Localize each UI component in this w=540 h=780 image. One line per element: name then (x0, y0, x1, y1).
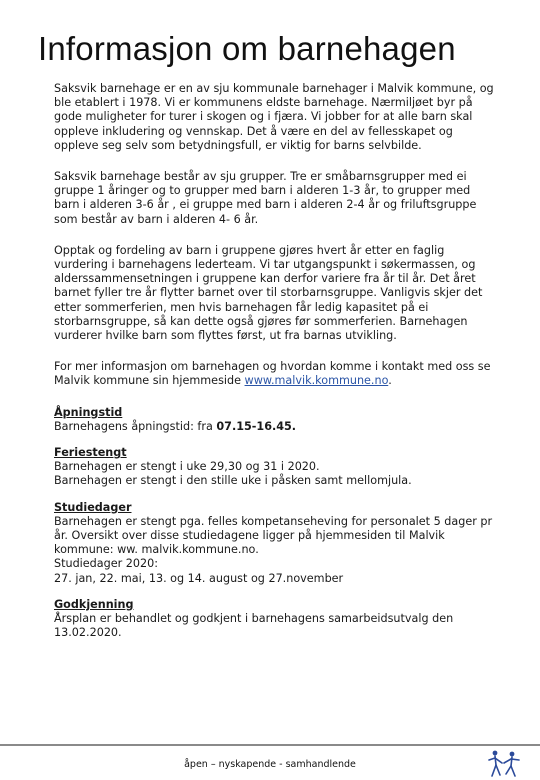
approval-section (54, 598, 494, 641)
approval-text: Årsplan er behandlet og godkjent i barnehagens samarbeidsutvalg den 13.02.2020. (54, 612, 454, 640)
intro-paragraph-1: Saksvik barnehage er en av sju kommunale barnehager i Malvik kommune, og ble etablert i 1978. Vi er kommunens eldste barnehage. Nærmiljøet byr på gode muligheter for turer i skogen og i fjæra. Vi jobber for at alle barn skal oppleve inkludering og vennskap. Det å være en del av fellesskapet og oppleve seg selv som betydningsfull, er viktig for barns selvbilde. (54, 82, 494, 152)
kindergarten-logo-icon (484, 748, 524, 780)
approval-heading: Godkjenning (54, 597, 134, 611)
study-days-section (54, 501, 494, 586)
opening-hours-label: Barnehagens åpningstid: fra (54, 419, 217, 433)
study-days-year-label: Studiedager 2020: (54, 557, 159, 571)
document-body (54, 82, 494, 653)
homepage-link[interactable]: www.malvik.kommune.no (244, 374, 389, 388)
opening-hours-text (54, 420, 494, 434)
footer-slogan: åpen – nyskapende - samhandlende (184, 759, 356, 770)
opening-hours-value: 07.15-16.45. (216, 419, 297, 433)
page-title: Informasjon om barnehagen (38, 30, 456, 67)
study-days-heading: Studiedager (54, 500, 132, 514)
more-info-text: For mer informasjon om barnehagen og hvordan komme i kontakt med oss se Malvik kommune sin hjemmeside (54, 360, 491, 388)
study-days-description: Barnehagen er stengt pga. felles kompetanseheving for personalet 5 dager pr år. Oversikt over disse studiedagene ligger på hjemmesiden til Malvik kommune: ww. malvik.kommune.no. (54, 514, 493, 557)
intro-paragraph-2: Saksvik barnehage består av sju grupper. Tre er småbarnsgrupper med ei gruppe 1 åringer og to grupper med barn i alderen 1-3 år, to grupper med barn i alderen 3-6 år , ei gruppe med barn i alderen 2-4 år og friluftsgruppe som består av barn i alderen 4- 6 år. (54, 170, 477, 226)
intro-paragraph-3: Opptak og fordeling av barn i gruppene gjøres hvert år etter en faglig vurdering i barnehagens lederteam. Vi tar utgangspunkt i søkermassen, og alderssammensetningen i gruppene kan derfor variere fra år til år. Det året barnet fyller tre år flytter barnet over til storbarnsgruppe. Vanligvis skjer det etter sommerferien, men hvis barnehagen får ledig kapasitet på ei storbarnsgruppe, så kan dette også gjøres før sommerferien. Barnehagen vurderer hvilke barn som flyttes først, ut fra barnas utvikling. (54, 243, 483, 343)
holiday-closure-section (54, 446, 494, 489)
holiday-closure-line-2: Barnehagen er stengt i den stille uke i påsken samt mellomjula. (54, 474, 412, 488)
more-info-paragraph (54, 360, 494, 388)
study-days-dates: 27. jan, 22. mai, 13. og 14. august og 27.november (54, 571, 344, 585)
opening-hours-section (54, 406, 494, 434)
holiday-closure-heading: Feriestengt (54, 446, 127, 460)
holiday-closure-line-1: Barnehagen er stengt i uke 29,30 og 31 i 2020. (54, 460, 320, 474)
opening-hours-heading: Åpningstid (54, 405, 123, 419)
more-info-after: . (388, 374, 392, 388)
footer-divider (0, 744, 540, 746)
